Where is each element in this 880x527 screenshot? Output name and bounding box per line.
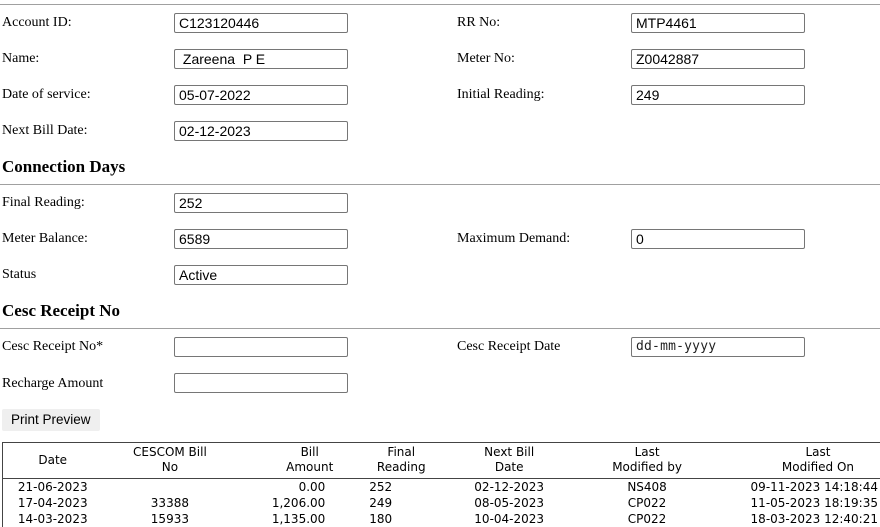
cesc-receipt-heading: Cesc Receipt No <box>2 301 121 320</box>
connection-days-heading: Connection Days <box>2 157 126 176</box>
cell-final-reading: 252 <box>369 480 393 494</box>
cell-date: 21-06-2023 <box>17 480 88 494</box>
name-label: Name: <box>2 51 40 66</box>
cell-bill-amount: 1,206.00 <box>271 496 326 510</box>
maximum-demand-field[interactable]: 0 <box>631 229 805 249</box>
top-divider <box>0 4 880 5</box>
cell-next-bill-date: 02-12-2023 <box>474 480 545 494</box>
cell-modified-on: 09-11-2023 14:18:44 <box>750 480 878 494</box>
final-reading-field[interactable]: 252 <box>174 193 348 213</box>
recharge-amount-label: Recharge Amount <box>2 376 104 391</box>
cell-bill-amount: 1,135.00 <box>271 512 326 526</box>
billing-history-table <box>2 442 880 527</box>
final-reading-label: Final Reading: <box>2 195 85 210</box>
cell-next-bill-date: 08-05-2023 <box>474 496 545 510</box>
cell-bill-no: 33388 <box>150 496 189 510</box>
header-last-modified-on: Last Modified On <box>721 443 880 479</box>
cell-modified-on: 11-05-2023 18:19:35 <box>750 496 878 510</box>
cell-bill-amount: 0.00 <box>298 480 326 494</box>
table-row <box>3 495 880 511</box>
initial-reading-field[interactable]: 249 <box>631 85 805 105</box>
header-last-modified-by: Last Modified by <box>573 443 721 479</box>
header-bill-amount: Bill Amount <box>237 443 357 479</box>
cell-modified-on: 18-03-2023 12:40:21 <box>750 512 878 526</box>
cell-date: 14-03-2023 <box>17 512 88 526</box>
meter-balance-label: Meter Balance: <box>2 231 88 246</box>
cell-next-bill-date: 10-04-2023 <box>474 512 545 526</box>
cesc-receipt-no-label: Cesc Receipt No* <box>2 339 104 354</box>
print-preview-button[interactable]: Print Preview <box>2 409 100 431</box>
cesc-receipt-date-input[interactable]: dd-mm-yyyy <box>631 337 805 357</box>
maximum-demand-label: Maximum Demand: <box>457 231 571 246</box>
table-row <box>3 479 880 496</box>
cell-date: 17-04-2023 <box>17 496 88 510</box>
account-id-label: Account ID: <box>2 15 72 30</box>
cell-bill-no: 15933 <box>150 512 189 526</box>
date-of-service-label: Date of service: <box>2 87 91 102</box>
rr-no-field[interactable]: MTP4461 <box>631 13 805 33</box>
table-header-row <box>3 443 880 479</box>
header-date: Date <box>3 443 103 479</box>
meter-no-label: Meter No: <box>457 51 515 66</box>
cell-bill-no <box>102 479 237 496</box>
connection-divider <box>0 184 880 185</box>
initial-reading-label: Initial Reading: <box>457 87 545 102</box>
status-field[interactable]: Active <box>174 265 348 285</box>
cell-final-reading: 180 <box>369 512 393 526</box>
next-bill-date-field[interactable]: 02-12-2023 <box>174 121 348 141</box>
meter-balance-field[interactable]: 6589 <box>174 229 348 249</box>
cesc-receipt-no-input[interactable] <box>174 337 348 357</box>
cell-modified-by: NS408 <box>627 480 667 494</box>
cell-final-reading: 249 <box>369 496 393 510</box>
table-row <box>3 511 880 527</box>
date-of-service-field[interactable]: 05-07-2022 <box>174 85 348 105</box>
receipt-divider <box>0 328 880 329</box>
rr-no-label: RR No: <box>457 15 501 30</box>
cesc-receipt-date-label: Cesc Receipt Date <box>457 339 561 354</box>
header-final-reading: Final Reading <box>357 443 445 479</box>
next-bill-date-label: Next Bill Date: <box>2 123 88 138</box>
meter-no-field[interactable]: Z0042887 <box>631 49 805 69</box>
header-next-bill-date: Next Bill Date <box>445 443 573 479</box>
status-label: Status <box>2 267 37 282</box>
name-field[interactable]: Zareena P E <box>174 49 348 69</box>
header-cescom-bill-no: CESCOM Bill No <box>102 443 237 479</box>
cell-modified-by: CP022 <box>627 496 667 510</box>
recharge-amount-input[interactable] <box>174 373 348 393</box>
account-id-field[interactable]: C123120446 <box>174 13 348 33</box>
cell-modified-by: CP022 <box>627 512 667 526</box>
